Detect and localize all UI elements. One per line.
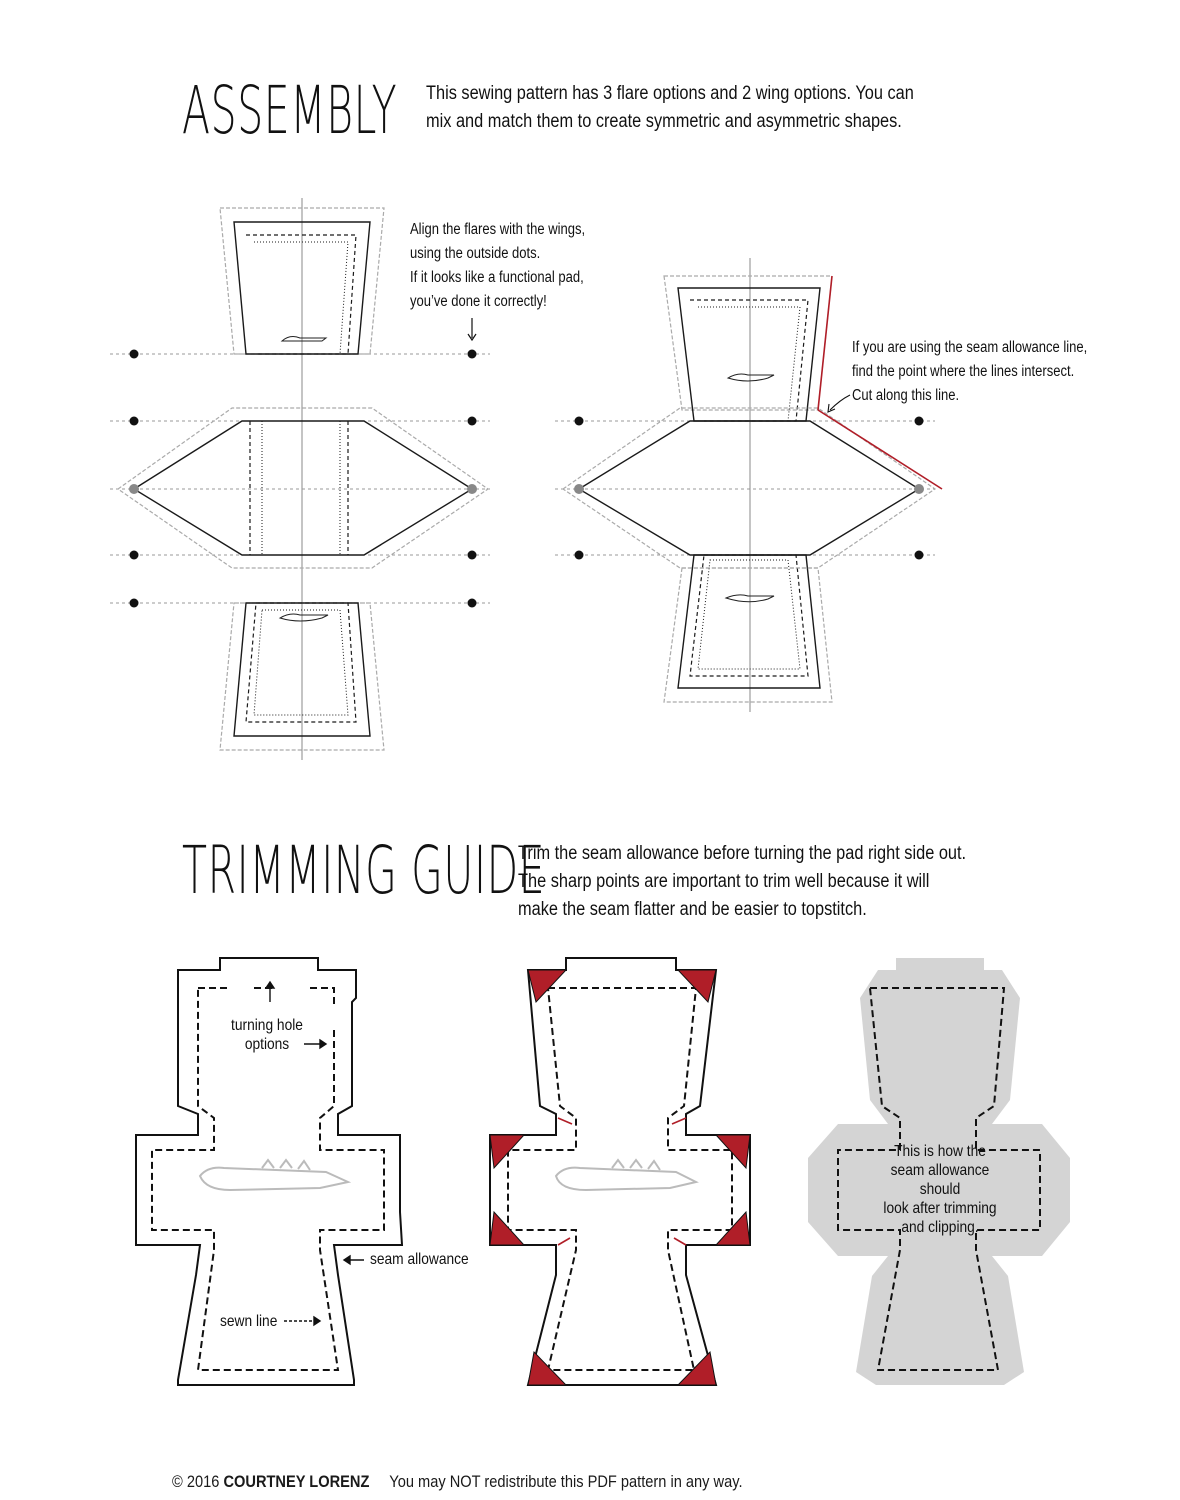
- after-trimming-label: This is how the seam allowance should look after trimming and clipping.: [883, 1143, 997, 1236]
- assembly-title: ASSEMBLY: [182, 72, 398, 149]
- right-alignment-dots: [575, 417, 924, 560]
- trim-corners: [490, 970, 750, 1385]
- clip-marks: [558, 1118, 686, 1245]
- trimming-intro: Trim the seam allowance before turning the pad right side out. The sharp points are important to trim well because it will make the seam flatter and be easier to topstitch.: [518, 843, 967, 920]
- copyright-icon: ©: [172, 1472, 183, 1491]
- left-alignment-dots: [130, 350, 477, 608]
- footer-author: COURTNEY LORENZ: [223, 1472, 370, 1491]
- right-bottom-flare: [664, 555, 832, 702]
- footer-year: 2016: [186, 1472, 220, 1491]
- trimming-title: TRIMMING GUIDE: [182, 832, 546, 909]
- croc-logo-icon: [556, 1160, 696, 1190]
- footer-notice: You may NOT redistribute this PDF pattern in any way.: [389, 1472, 743, 1491]
- align-note: Align the flares with the wings, using the outside dots. If it looks like a functional pad, you’ve done it correctly!: [410, 221, 586, 310]
- pad-trimming: [490, 958, 750, 1385]
- right-wing: [563, 408, 935, 568]
- footer: [172, 1472, 743, 1492]
- left-wing: [118, 408, 488, 568]
- croc-logo-icon: [280, 337, 328, 621]
- croc-logo-icon: [200, 1160, 348, 1190]
- sewn-line-label: sewn line: [220, 1313, 278, 1330]
- turning-hole-label: turning hole options: [231, 1017, 303, 1053]
- assembly-intro: This sewing pattern has 3 flare options and 2 wing options. You can mix and match them to create symmetric and asymmetric shapes.: [426, 83, 914, 132]
- seam-allowance-label: seam allowance: [370, 1251, 469, 1268]
- alignment-guides: [110, 354, 935, 603]
- seam-note: If you are using the seam allowance line, find the point where the lines intersect. Cut along this line.: [852, 339, 1088, 404]
- right-top-flare: [664, 276, 832, 421]
